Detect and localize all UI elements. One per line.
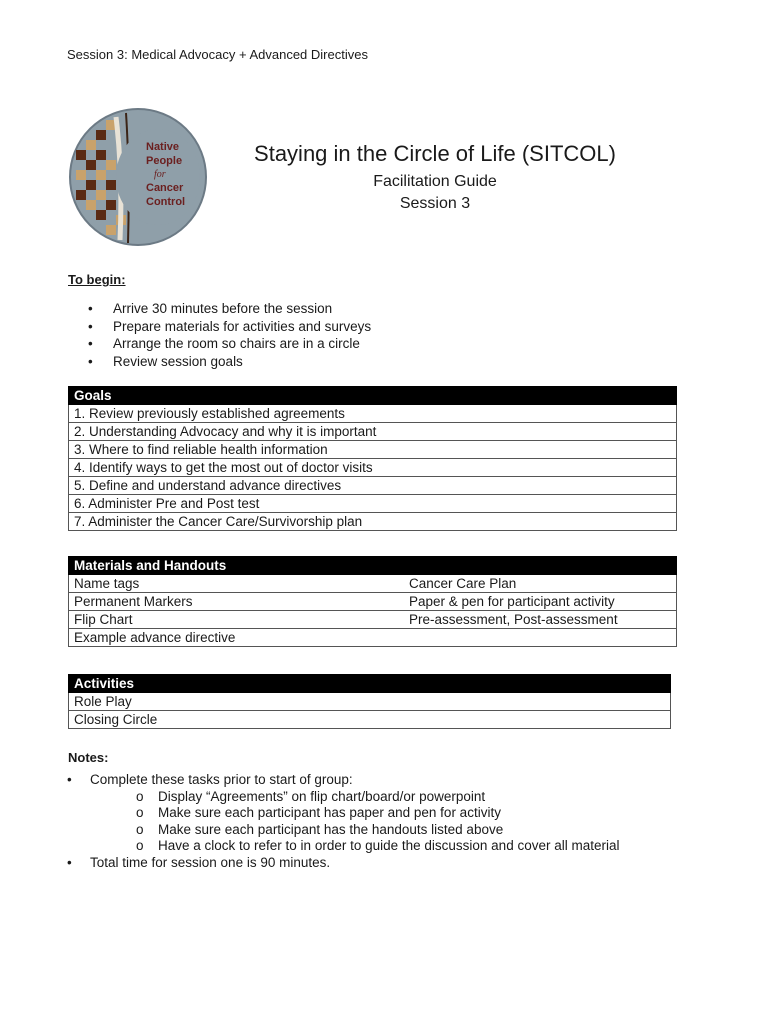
logo-text-line2: People — [146, 155, 183, 167]
notes-heading: Notes: — [68, 750, 109, 765]
facilitation-guide-label: Facilitation Guide — [373, 173, 497, 190]
table-row — [69, 629, 677, 647]
list-item: o Make sure each participant has the handouts listed above — [90, 822, 620, 839]
table-row — [69, 693, 671, 711]
table-row — [69, 593, 677, 611]
goal-item: 2. Understanding Advocacy and why it is important — [69, 423, 677, 441]
page-header: Session 3: Medical Advocacy + Advanced Directives — [67, 47, 368, 62]
goal-item: 1. Review previously established agreements — [69, 405, 677, 423]
table-row — [69, 711, 671, 729]
list-item — [62, 772, 620, 855]
materials-table — [68, 556, 677, 647]
table-row — [69, 423, 677, 441]
material-item: Example advance directive — [69, 629, 405, 647]
table-row — [69, 405, 677, 423]
logo-text-line3: for — [154, 169, 166, 180]
logo-text-line5: Control — [146, 196, 186, 208]
table-row — [69, 477, 677, 495]
notes-item-text: Complete these tasks prior to start of group: — [90, 772, 353, 787]
goal-item: 6. Administer Pre and Post test — [69, 495, 677, 513]
table-row — [69, 459, 677, 477]
table-row — [69, 441, 677, 459]
to-begin-heading: To begin: — [68, 272, 126, 287]
materials-heading: Materials and Handouts — [69, 557, 677, 575]
logo-text-line4: Cancer — [146, 182, 184, 194]
table-row — [69, 575, 677, 593]
activity-item: Closing Circle — [69, 711, 671, 729]
activities-table — [68, 674, 671, 729]
table-row — [69, 513, 677, 531]
goals-table — [68, 386, 677, 531]
to-begin-list — [85, 300, 371, 370]
material-item: Name tags — [69, 575, 405, 593]
goal-item: 5. Define and understand advance directives — [69, 477, 677, 495]
list-item: • Total time for session one is 90 minutes. — [62, 855, 620, 872]
list-item: • Prepare materials for activities and surveys — [85, 318, 371, 336]
material-item: Flip Chart — [69, 611, 405, 629]
list-item: o Make sure each participant has paper and pen for activity — [90, 805, 620, 822]
document-title: Staying in the Circle of Life (SITCOL) — [254, 141, 616, 166]
goal-item: 7. Administer the Cancer Care/Survivorship plan — [69, 513, 677, 531]
goals-heading: Goals — [69, 387, 677, 405]
table-row — [69, 611, 677, 629]
material-item — [404, 629, 677, 647]
session-number-label: Session 3 — [399, 195, 471, 212]
table-row — [69, 495, 677, 513]
activity-item: Role Play — [69, 693, 671, 711]
notes-list — [62, 772, 620, 871]
activities-heading: Activities — [69, 675, 671, 693]
material-item: Pre-assessment, Post-assessment — [404, 611, 677, 629]
list-item: o Display “Agreements” on flip chart/board/or powerpoint — [90, 789, 620, 806]
logo-text-line1: Native — [146, 141, 180, 153]
material-item: Permanent Markers — [69, 593, 405, 611]
material-item: Cancer Care Plan — [404, 575, 677, 593]
goal-item: 3. Where to find reliable health information — [69, 441, 677, 459]
material-item: Paper & pen for participant activity — [404, 593, 677, 611]
native-people-cancer-control-logo — [68, 105, 208, 255]
notes-sublist — [90, 789, 620, 855]
list-item: • Arrange the room so chairs are in a circle — [85, 335, 371, 353]
list-item: • Arrive 30 minutes before the session — [85, 300, 371, 318]
list-item: • Review session goals — [85, 353, 371, 371]
goal-item: 4. Identify ways to get the most out of doctor visits — [69, 459, 677, 477]
document-subtitle — [240, 171, 630, 215]
list-item: o Have a clock to refer to in order to guide the discussion and cover all material — [90, 838, 620, 855]
